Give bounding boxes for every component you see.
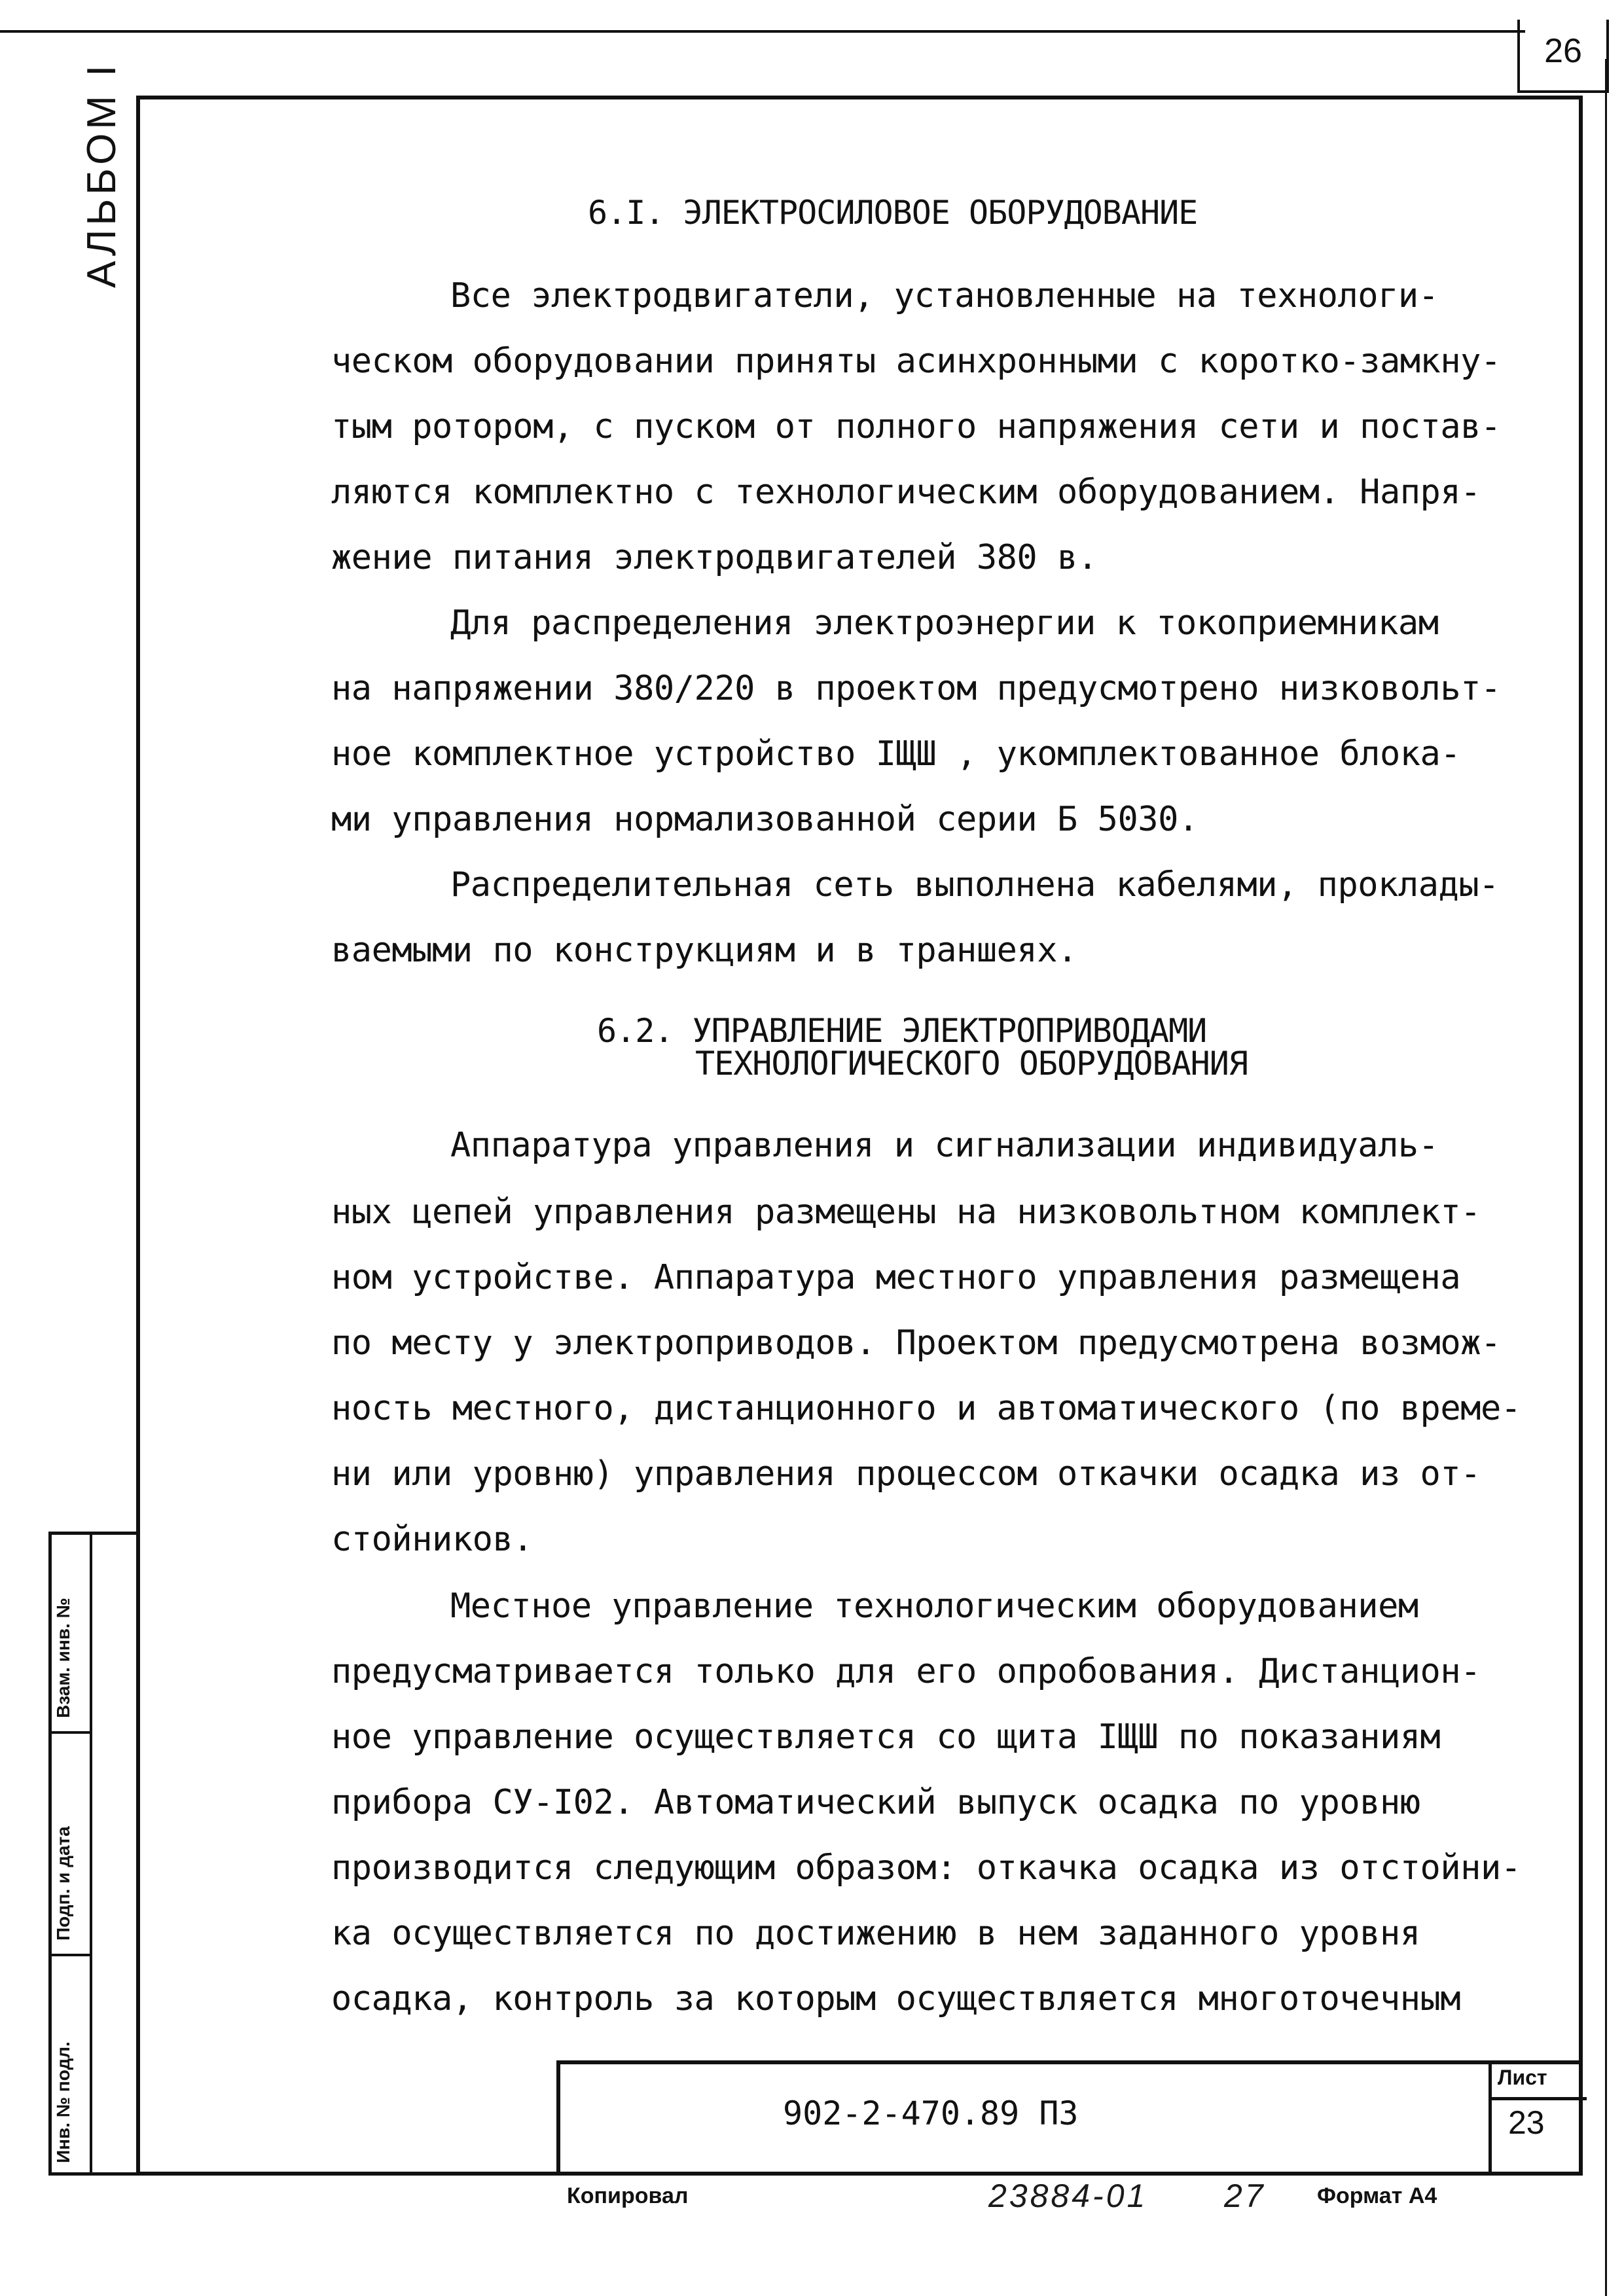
text-line: тым ротором, с пуском от полного напряжения сети и постав- <box>331 407 1501 446</box>
text-line: Все электродвигатели, установленные на технологи- <box>450 276 1439 315</box>
text-line: Аппаратура управления и сигнализации индивидуаль- <box>450 1126 1439 1165</box>
text-line: Распределительная сеть выполнена кабелями, проклады- <box>450 865 1499 905</box>
album-label: АЛЬБОМ I <box>79 61 124 288</box>
text-line: ка осуществляется по достижению в нем заданного уровня <box>331 1914 1420 1953</box>
side-stamp-separator <box>52 1954 90 1956</box>
right-border-line <box>1605 59 1607 2296</box>
text-line: ляются комплектно с технологическим оборудованием. Напря- <box>331 473 1481 512</box>
page-number: 26 <box>1517 20 1609 93</box>
top-border-line <box>0 30 1525 33</box>
text-line: ное комплектное устройство IЩШ , укомплектованное блока- <box>331 734 1461 774</box>
inv-podl-label: Инв. № подл. <box>53 2041 73 2163</box>
title-block-separator <box>1489 2097 1587 2100</box>
text-line: по месту у электроприводов. Проектом предусмотрена возмож- <box>331 1323 1501 1363</box>
text-line: на напряжении 380/220 в проектом предусмотрено низковольт- <box>331 669 1501 708</box>
section-heading-6-2-line2: ТЕХНОЛОГИЧЕСКОГО ОБОРУДОВАНИЯ <box>695 1045 1248 1083</box>
title-block-divider <box>1489 2064 1492 2176</box>
document-code: 902-2-470.89 ПЗ <box>783 2094 1079 2132</box>
text-line: ми управления нормализованной серии Б 5030. <box>331 800 1199 839</box>
side-stamp-separator <box>52 1731 90 1734</box>
text-line: ном устройстве. Аппаратура местного управления размещена <box>331 1258 1461 1297</box>
side-stamp-divider <box>90 1535 92 2172</box>
inv-vzam-label: Взам. инв. № <box>53 1598 73 1718</box>
title-block <box>556 2060 1583 2176</box>
text-line: ность местного, дистанционного и автоматического (по време- <box>331 1389 1521 1428</box>
podp-data-label: Подп. и дата <box>53 1826 73 1941</box>
text-line: прибора СУ-I02. Автоматический выпуск осадка по уровню <box>331 1783 1420 1822</box>
sheet-number: 23 <box>1508 2104 1545 2141</box>
handwritten-number: 27 <box>1224 2178 1266 2214</box>
copied-label: Копировал <box>567 2183 689 2208</box>
text-line: ных цепей управления размещены на низковольтном комплект- <box>331 1193 1481 1232</box>
text-line: производится следующим образом: откачка осадка из отстойни- <box>331 1848 1521 1888</box>
side-stamp <box>48 1532 136 2176</box>
sheet-label: Лист <box>1498 2066 1547 2089</box>
text-line: ное управление осуществляется со щита IЩШ по показаниям <box>331 1717 1441 1757</box>
text-line: Для распределения электроэнергии к токоприемникам <box>450 603 1439 643</box>
text-line: предусматривается только для его опробования. Дистанцион- <box>331 1652 1481 1691</box>
text-line: Местное управление технологическим оборудованием <box>450 1587 1418 1626</box>
section-heading-6-1: 6.I. ЭЛЕКТРОСИЛОВОЕ ОБОРУДОВАНИЕ <box>588 194 1198 232</box>
format-label: Формат А4 <box>1317 2183 1437 2208</box>
text-line: ческом оборудовании приняты асинхронными с коротко-замкну- <box>331 342 1501 381</box>
order-number: 23884-01 <box>988 2178 1148 2214</box>
text-line: стойников. <box>331 1520 533 1559</box>
text-line: жение питания электродвигателей 380 в. <box>331 538 1098 577</box>
text-line: ваемыми по конструкциям и в траншеях. <box>331 931 1077 970</box>
section-heading-6-2: 6.2. УПРАВЛЕНИЕ ЭЛЕКТРОПРИВОДАМИ <box>597 1012 1207 1050</box>
text-line: осадка, контроль за которым осуществляется многоточечным <box>331 1979 1461 2018</box>
text-line: ни или уровню) управления процессом откачки осадка из от- <box>331 1454 1481 1494</box>
